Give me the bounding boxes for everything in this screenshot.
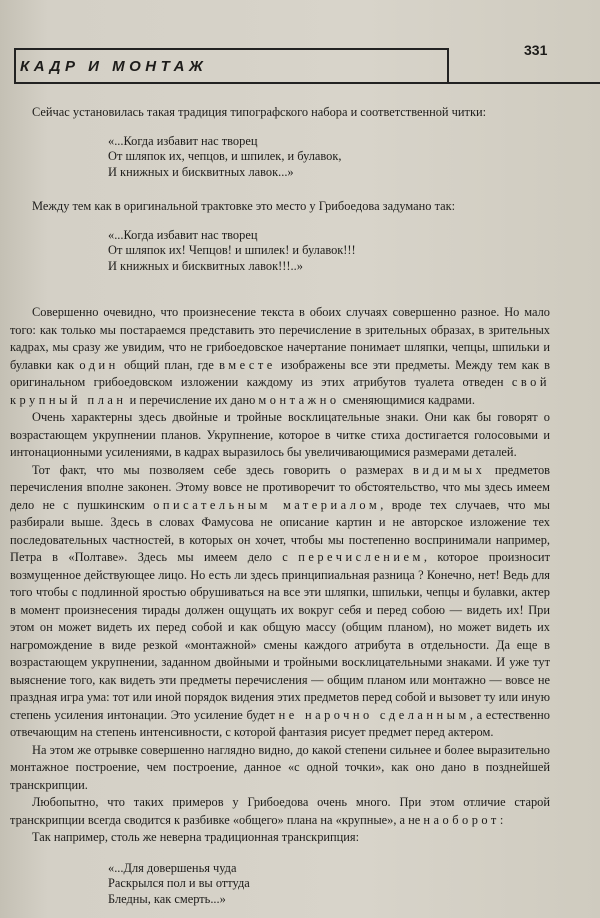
text-run: Совершенно очевидно, что произнесение текста в обоих случаях совершенно разное. Но мало того: как только мы постараемся представить это перечисление в зрительных образах, в зрительных кадрах, мы сразу же увидим, что не грибоедовское начертание понимает шляпки, чепцы, шпильки и булавки как (10, 305, 550, 372)
verse-line: И книжных и бисквитных лавок!!!..» (108, 258, 303, 273)
spaced-emphasis: описательным материалом (153, 497, 381, 512)
verse-line: «...Когда избавит нас творец (108, 227, 258, 242)
verse-line: От шляпок их, чепцов, и шпилек, и булавок, (108, 149, 342, 163)
text-run: предметов перечисления вполне законен. Этому вовсе не противоречит то обстоятельство, что мы здесь имеем дело не с пушкинским (10, 462, 551, 512)
verse-line: И книжных и бисквитных лавок...» (108, 164, 294, 179)
paragraph-4: На этом же отрывке совершенно наглядно видно, до какой степени сильнее и более выразительно монтажное построение, чем построение, данное «с одной точки», как оно дано в позднейшей транскрипции. (10, 742, 550, 792)
text-run: Любопытно, что таких примеров у Грибоедова очень много. При этом отличие старой транскрипции всегда сводится к разбивке «общего» плана на «крупные», а не (10, 795, 550, 827)
body-text (10, 104, 550, 918)
spaced-emphasis: вместе (219, 357, 276, 372)
verse-line: Раскрылся пол и вы оттуда (108, 876, 250, 890)
spaced-emphasis: свой крупный план (10, 375, 550, 407)
paragraph-5 (10, 794, 550, 829)
verse-line: «...Для довершенья чуда (108, 860, 237, 875)
header-rule-right (447, 48, 449, 84)
page-number: 331 (524, 42, 548, 58)
section-title: КАДР И МОНТАЖ (20, 58, 208, 75)
spaced-emphasis: видимых (413, 462, 486, 477)
text-run: изображены все эти предметы. Между тем как в оригинальном грибоедовском изложении каждому из этих атрибутов туалета отведен (10, 357, 550, 389)
text-run: , которое произносит возмущенное действующее лицо. Но есть ли здесь принципиальная разница ? Конечно, нет! Ведь для того чтобы с подлинной яростью обрушиваться на все эти шляпки, шпильки, чепцы и булавки, актер в момент произнесения тирады должен ощущать их вокруг себя и перед собою — видеть их! При этом он может видеть их перед собой и как общую массу (общим планом), но может видеть их нагромождение в виде резкой «монтажной» смены каждого атрибута в отдельности. Да еще в возрастающем укрупнении, заданном двойными и тройными восклицательными знаками. И уже тут выяснение того, как видеть эти предметы перечисления — общим планом или монтажно — вовсе не праздная игра ума: тот или иной порядок видения этих предметов перед собой и вызовет ту или иную степень усиления интонации. Это усиление будет (10, 550, 550, 722)
paragraph-intro-2: Между тем как в оригинальной трактовке это место у Грибоедова задумано так: (32, 199, 456, 213)
paragraph-3 (10, 462, 550, 742)
text-run: , вроде тех случаев, что мы разбирали выше. Здесь в словах Фамусова не описание картин и не авторское изложение тех последовательных частностей, в которых он хочет, чтобы мы постепенно воспринимали например, Петра в «Полтаве». Здесь мы имеем дело с (10, 497, 551, 564)
paragraph-6: Так например, столь же неверна традиционная транскрипция: (32, 830, 360, 844)
verse-line: От шляпок их! Чепцов! и шпилек! и булавок!!! (108, 243, 356, 257)
verse-quote-1 (108, 134, 550, 181)
verse-line: «...Когда избавит нас творец (108, 133, 258, 148)
spaced-emphasis: перечислением (298, 550, 424, 564)
spaced-emphasis: не нарочно сделанным (278, 707, 470, 722)
verse-quote-3 (108, 861, 550, 908)
paragraph-2: Очень характерны здесь двойные и тройные восклицательные знаки. Они как бы говорят о возрастающем укрупнении планов. Укрупнение, которое в читке стиха достигается голосовыми и интонационными усилениями, в кадрах выразилось бы увеличивающимися размерами деталей. (10, 410, 550, 459)
text-run: Тот факт, что мы позволяем себе здесь говорить о размерах (32, 462, 414, 477)
paragraph-1 (10, 304, 550, 409)
text-run: , а естественно отвечающим на степень интенсивности, с которой фантазия рисует предмет перед актером. (10, 707, 550, 739)
spaced-emphasis: монтажно (258, 392, 340, 407)
verse-line: Бледны, как смерть...» (108, 891, 226, 906)
spaced-emphasis: наоборот (423, 812, 500, 827)
spaced-emphasis: один (79, 357, 119, 372)
text-run: общий план, где (118, 357, 220, 372)
header-rule-top (14, 48, 448, 50)
paragraph-intro-1: Сейчас установилась такая традиция типографского набора и соответственной читки: (32, 105, 487, 119)
header-rule-left (14, 48, 16, 82)
verse-quote-2 (108, 228, 550, 275)
text-run: и перечисление их дано (126, 392, 259, 407)
text-run: сменяющимися кадрами. (339, 392, 475, 407)
text-run: : (499, 812, 504, 827)
header-rule-bottom (14, 82, 600, 84)
running-header (14, 34, 600, 86)
